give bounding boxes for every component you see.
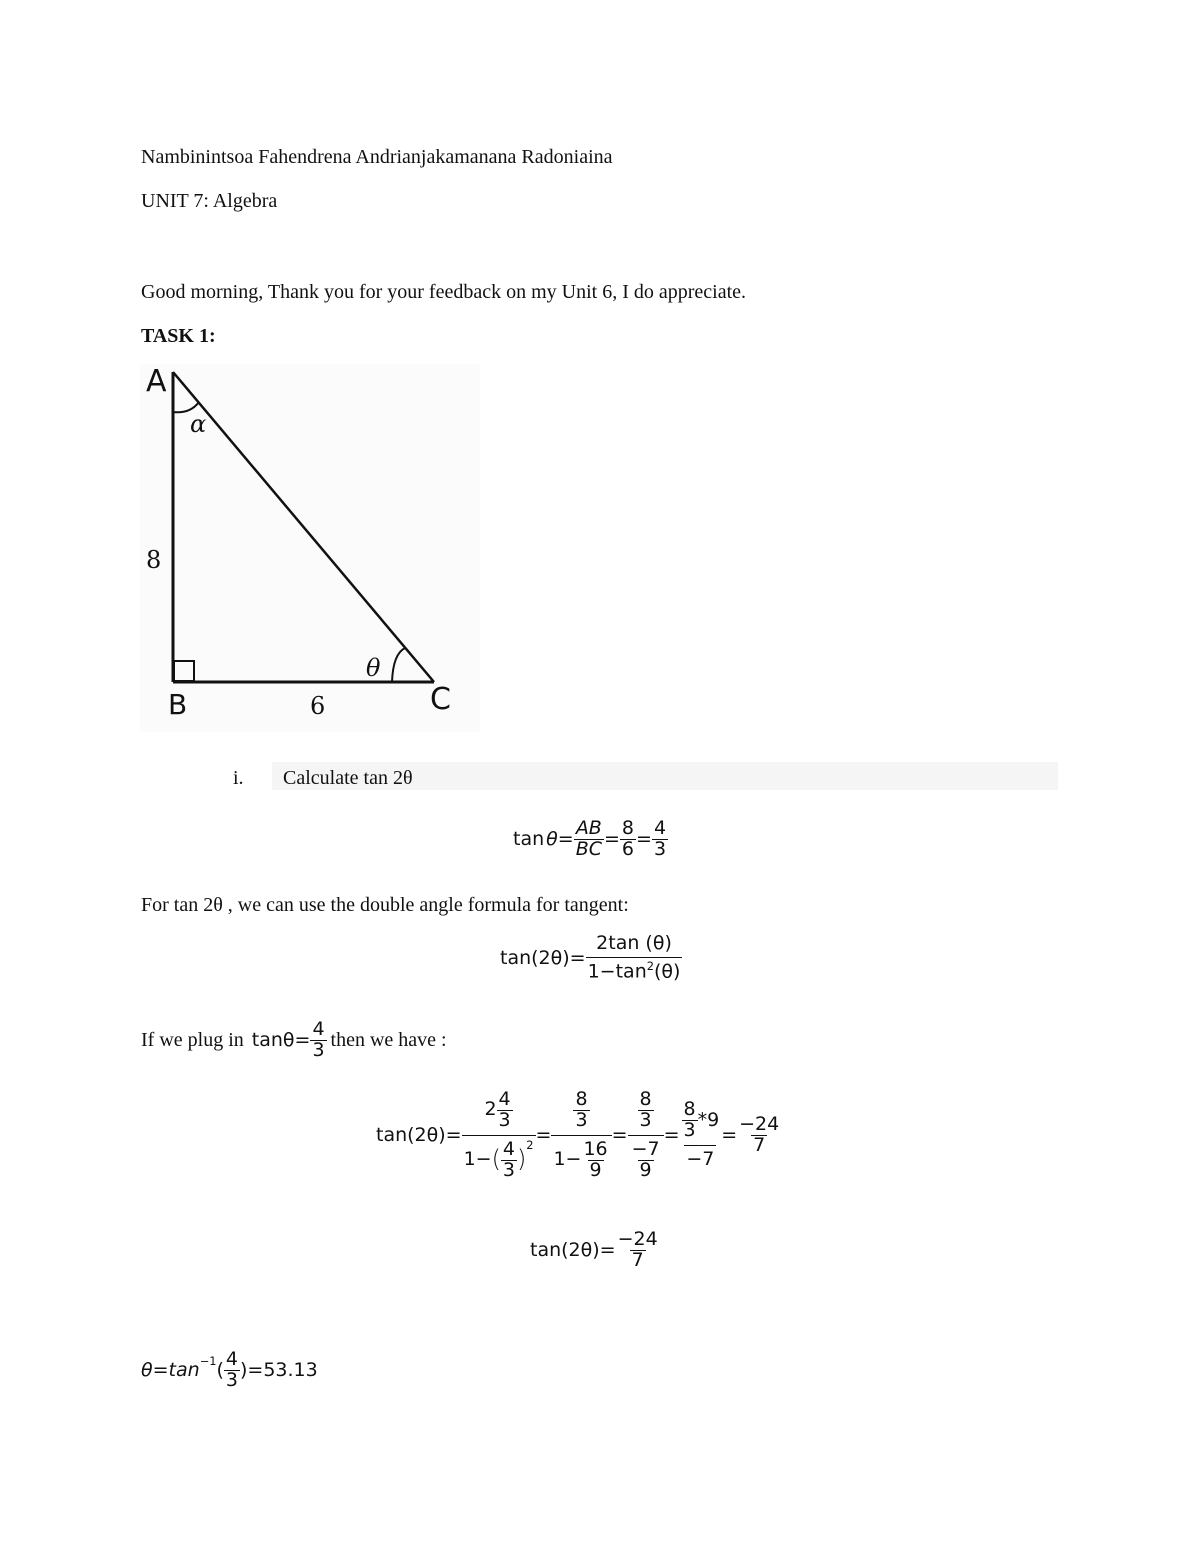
side-bc-label: 6 (310, 692, 326, 720)
eq3-term1: 2 $\frac{4}{3}$ 1− ( $\frac{4}{3}$ ) $^2$ (463, 1088, 534, 1181)
eq3-t3-den-d: 9 (639, 1158, 652, 1181)
plug-in-before: If we plug in (141, 1028, 244, 1051)
eq1-f3-num: 4 (653, 817, 667, 839)
eq3-t2-den-one: 1− (553, 1148, 582, 1171)
eq1-equals: = (604, 828, 620, 851)
eq3-lhs: tan(2θ)= (376, 1124, 462, 1147)
eq5-den: 3 (225, 1368, 238, 1391)
eq4-num: −24 (617, 1228, 658, 1250)
list-marker: i. (233, 767, 244, 789)
vertex-c-label: C (430, 682, 451, 717)
eq1-equals: = (557, 828, 574, 851)
eq1-f3-den: 3 (653, 837, 667, 860)
equation-tan-theta (513, 819, 668, 860)
eq3-t1-den-pow: 2 (526, 1137, 534, 1152)
eq1-f2-num: 8 (621, 817, 635, 839)
vertex-b-label: B (168, 688, 188, 721)
eq3-term5 (737, 1112, 781, 1156)
eq5-sup: −1 (199, 1354, 217, 1368)
plug-in-math-lhs: tanθ= (251, 1029, 311, 1052)
intro-paragraph: Good morning, Thank you for your feedback on my Unit 6, I do appreciate. (141, 281, 747, 303)
eq3-equals: = (611, 1124, 628, 1147)
angle-theta-label: θ (366, 654, 381, 682)
angle-alpha-label: α (190, 410, 207, 438)
eq3-t1-num-n: 4 (498, 1088, 511, 1110)
eq3-t4-den: −7 (684, 1145, 716, 1170)
eq3-term2 (551, 1090, 611, 1181)
eq3-t3-num-n: 8 (639, 1088, 652, 1110)
eq3-t1-coef: 2 (484, 1098, 497, 1121)
eq2-den-left: 1−tan (587, 960, 647, 983)
eq5-lhs: θ=tan (141, 1359, 200, 1382)
eq3-t2-num-n: 8 (575, 1088, 588, 1110)
eq1-fn: tan (513, 828, 545, 851)
task-heading: TASK 1: (141, 325, 216, 347)
eq2-den-right: (θ) (654, 960, 681, 983)
double-angle-paragraph: For tan 2θ , we can use the double angle formula for tangent: (141, 894, 629, 916)
eq3-t2-num-d: 3 (575, 1108, 588, 1131)
side-ab-label: 8 (146, 546, 162, 574)
eq4-lhs: tan(2θ)= (530, 1239, 616, 1262)
eq3-equals: = (721, 1124, 738, 1147)
eq3-t5-den: 7 (753, 1133, 766, 1156)
eq3-t1-den-d: 3 (502, 1158, 515, 1181)
equation-double-angle-formula (500, 934, 682, 982)
eq3-t4-num-d: 3 (683, 1119, 696, 1142)
eq5-open: ( (216, 1359, 224, 1382)
author-name: Nambinintsoa Fahendrena Andrianjakamanana Radoniaina (141, 146, 613, 168)
eq1-f1-num: AB (575, 817, 602, 839)
eq1-var: θ (546, 828, 558, 851)
plug-in-paragraph (141, 1020, 447, 1061)
eq3-t3-num-d: 3 (639, 1108, 652, 1131)
unit-title: UNIT 7: Algebra (141, 190, 278, 212)
eq4-den: 7 (631, 1248, 644, 1271)
eq3-t5-num: −24 (739, 1112, 780, 1135)
eq3-t4-mul: *9 (697, 1108, 720, 1131)
vertex-a-label: A (146, 364, 167, 399)
eq2-den-sup: 2 (646, 958, 654, 973)
plug-in-num: 4 (312, 1018, 325, 1040)
eq3-term4 (680, 1100, 722, 1170)
plug-in-den: 3 (312, 1038, 325, 1061)
eq1-f2-den: 6 (621, 837, 635, 860)
eq5-close-result: )=53.13 (240, 1359, 318, 1382)
equation-theta-value (141, 1350, 318, 1391)
eq3-t3-den-n: −7 (631, 1137, 660, 1160)
list-item-text: Calculate tan 2θ (283, 767, 413, 789)
eq1-f1-den: BC (575, 837, 602, 860)
eq3-t2-den-n: 16 (583, 1137, 608, 1160)
equation-computation-chain (376, 1090, 781, 1181)
eq3-t4-num-n: 8 (683, 1098, 696, 1121)
eq3-equals: = (663, 1124, 680, 1147)
eq2-lhs: tan(2θ)= (500, 947, 586, 970)
eq5-num: 4 (225, 1348, 238, 1370)
triangle-figure (140, 364, 480, 732)
eq3-t1-den-n: 4 (502, 1137, 515, 1160)
eq3-t2-den-d: 9 (589, 1158, 602, 1181)
eq3-term3 (628, 1090, 664, 1181)
eq3-t1-den-one: 1− (463, 1148, 492, 1171)
eq2-numerator: 2tan (θ) (596, 932, 672, 954)
eq3-t1-num-d: 3 (498, 1108, 511, 1131)
equation-result (530, 1230, 660, 1271)
eq3-equals: = (535, 1124, 552, 1147)
eq1-equals: = (636, 828, 652, 851)
plug-in-after: then we have : (330, 1028, 447, 1051)
